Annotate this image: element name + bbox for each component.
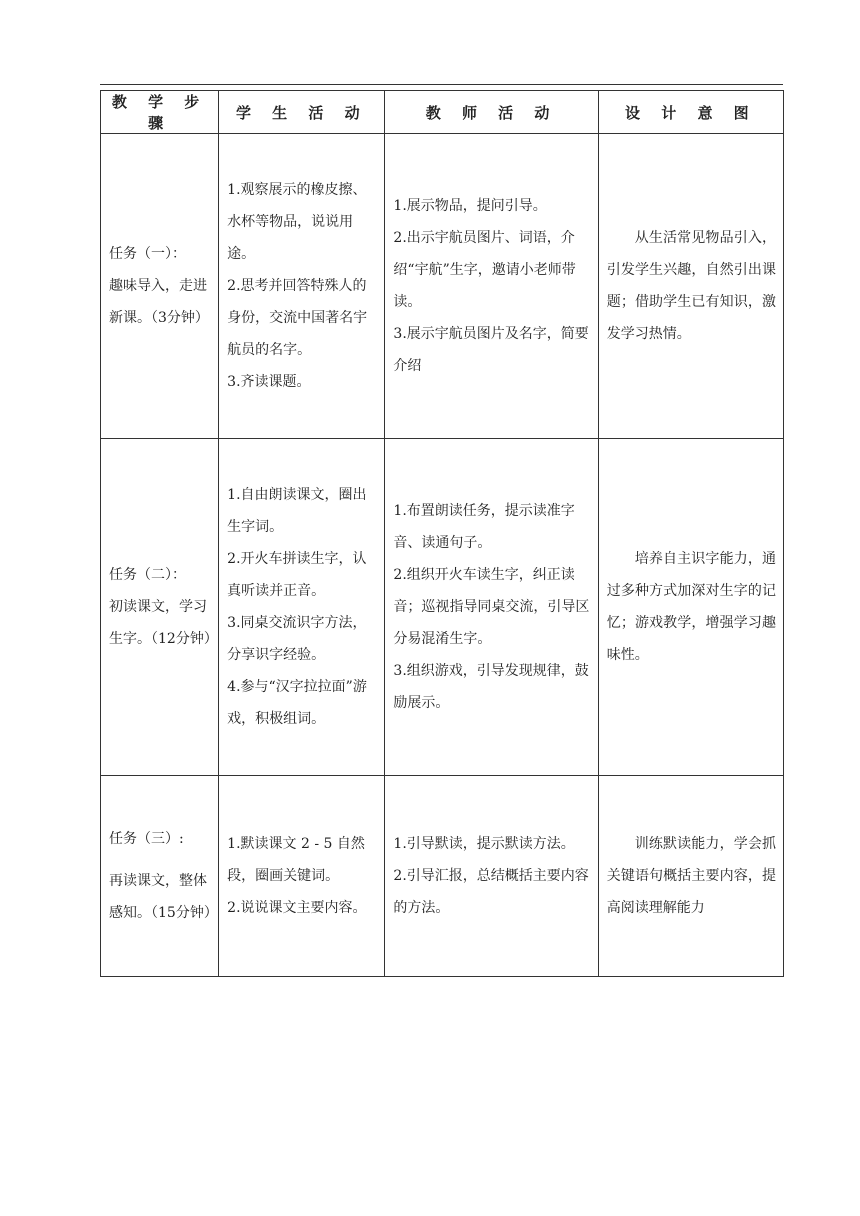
student-activity-item: 2.思考并回答特殊人的身份，交流中国著名宇航员的名字。 — [227, 278, 368, 358]
student-activity-item: 1.默读课文 2 - 5 自然段，圈画关键词。 — [227, 836, 365, 884]
header-teacher-activity: 教 师 活 动 — [385, 91, 598, 134]
student-activity-item: 1.观察展示的橡皮擦、水杯等物品，说说用途。 — [227, 182, 367, 262]
student-activity-cell — [219, 134, 385, 439]
student-activity-item: 3.齐读课题。 — [227, 374, 311, 390]
teacher-activity-item: 1.展示物品，提问引导。 — [393, 198, 547, 214]
design-intent-text: 从生活常见物品引入，引发学生兴趣，自然引出课题；借助学生已有知识，激发学习热情。 — [606, 230, 776, 342]
student-activity-item: 2.说说课文主要内容。 — [227, 900, 367, 916]
student-activity-cell — [219, 439, 385, 776]
lesson-plan-table — [100, 90, 784, 977]
step-title: 任务（三）: — [109, 831, 184, 847]
teacher-activity-item: 3.组织游戏，引导发现规律，鼓励展示。 — [393, 663, 589, 711]
student-activity-cell — [219, 776, 385, 977]
student-activity-item: 1.自由朗读课文，圈出生字词。 — [227, 487, 367, 535]
student-activity-item: 3.同桌交流识字方法，分享识字经验。 — [227, 615, 367, 663]
design-intent-text: 训练默读能力，学会抓关键语句概括主要内容，提高阅读理解能力 — [606, 836, 776, 916]
header-teaching-steps: 教 学 步 骤 — [101, 91, 219, 134]
table-header-row — [101, 91, 784, 134]
student-activity-item: 2.开火车拼读生字，认真听读并正音。 — [227, 551, 367, 599]
table-row — [101, 776, 784, 977]
student-activity-item: 4.参与“汉字拉拉面”游戏，积极组词。 — [227, 679, 367, 727]
design-intent-text: 培养自主识字能力，通过多种方式加深对生字的记忆；游戏教学，增强学习趣味性。 — [606, 551, 776, 663]
table-row — [101, 439, 784, 776]
step-detail: 再读课文，整体感知。（15分钟） — [109, 873, 218, 921]
header-design-intent: 设 计 意 图 — [598, 91, 783, 134]
step-detail: 趣味导入，走进新课。（3分钟） — [109, 278, 209, 326]
step-title: 任务（二）： — [109, 567, 186, 583]
header-student-activity: 学 生 活 动 — [219, 91, 385, 134]
design-intent-cell — [598, 439, 783, 776]
teacher-activity-item: 2.组织开火车读生字，纠正读音；巡视指导同桌交流，引导区分易混淆生字。 — [393, 567, 590, 647]
design-intent-cell — [598, 776, 783, 977]
step-cell — [101, 439, 219, 776]
step-title: 任务（一）： — [109, 246, 186, 262]
step-cell — [101, 776, 219, 977]
step-cell — [101, 134, 219, 439]
step-detail: 初读课文，学习生字。（12分钟） — [109, 599, 218, 647]
header-rule — [100, 84, 783, 85]
teacher-activity-item: 3.展示宇航员图片及名字，简要介绍 — [393, 326, 589, 374]
teacher-activity-cell — [385, 134, 598, 439]
teacher-activity-item: 1.布置朗读任务，提示读准字音、读通句子。 — [393, 503, 575, 551]
teacher-activity-cell — [385, 439, 598, 776]
teacher-activity-cell — [385, 776, 598, 977]
table-row — [101, 134, 784, 439]
teacher-activity-item: 2.引导汇报，总结概括主要内容的方法。 — [393, 868, 589, 916]
design-intent-cell — [598, 134, 783, 439]
teacher-activity-item: 2.出示宇航员图片、词语，介绍“宇航”生字，邀请小老师带读。 — [393, 230, 576, 310]
teacher-activity-item: 1.引导默读，提示默读方法。 — [393, 836, 575, 852]
